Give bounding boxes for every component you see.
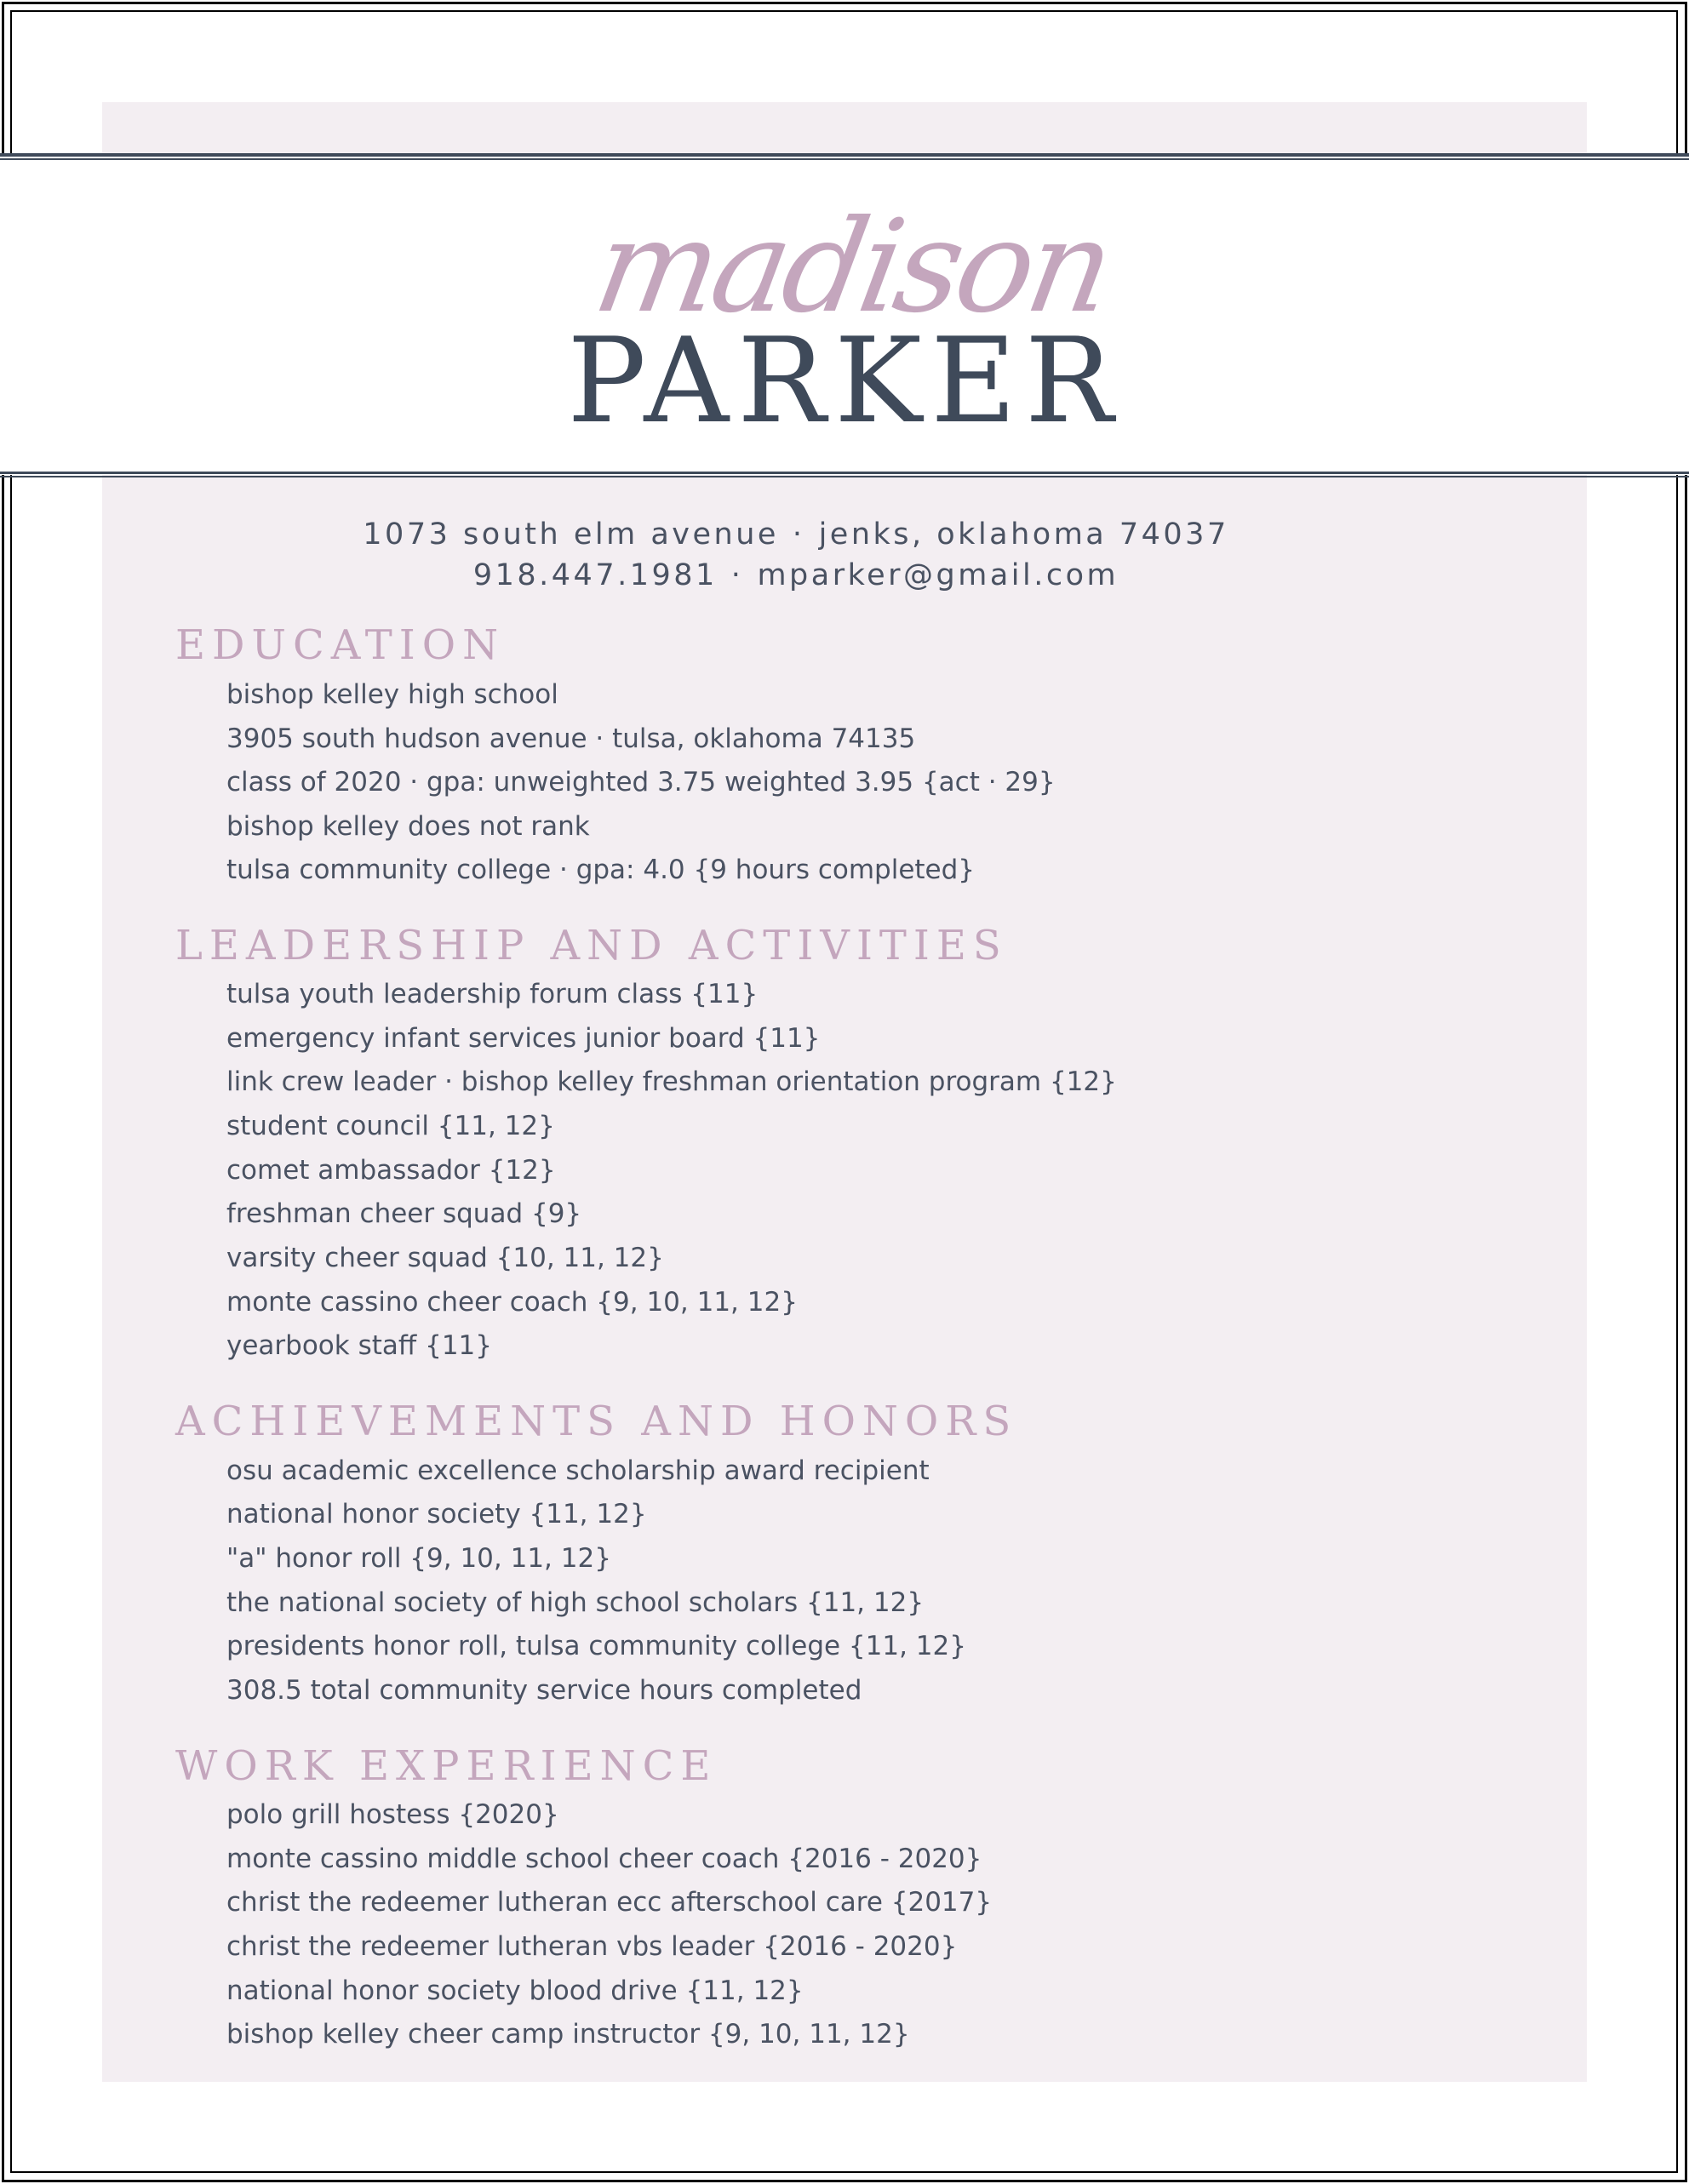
last-name: PARKER: [567, 312, 1122, 449]
section-title-achievements: ACHIEVEMENTS AND HONORS: [175, 1398, 1018, 1445]
contact-line-address: [0, 517, 1592, 552]
section-title-leadership: LEADERSHIP AND ACTIVITIES: [175, 922, 1008, 969]
list-item: varsity cheer squad {10, 11, 12}: [226, 1243, 664, 1273]
list-item: presidents honor roll, tulsa community college {11, 12}: [226, 1631, 966, 1661]
city: jenks, oklahoma 74037: [818, 517, 1229, 552]
band-rule-top: [0, 153, 1689, 157]
band-rule-bottom-thin: [0, 476, 1689, 477]
list-item: christ the redeemer lutheran vbs leader {2016 - 2020}: [226, 1931, 958, 1962]
list-item: comet ambassador {12}: [226, 1155, 556, 1186]
list-item: bishop kelley high school: [226, 679, 558, 710]
phone: 918.447.1981: [472, 558, 718, 592]
address: 1073 south elm avenue: [363, 517, 779, 552]
list-item: osu academic excellence scholarship award recipient: [226, 1455, 930, 1486]
list-item: christ the redeemer lutheran ecc afterschool care {2017}: [226, 1887, 993, 1918]
list-item: national honor society {11, 12}: [226, 1499, 647, 1529]
section-title-education: EDUCATION: [175, 621, 506, 669]
list-item: freshman cheer squad {9}: [226, 1198, 582, 1229]
list-item: polo grill hostess {2020}: [226, 1799, 559, 1830]
contact-line-phone-email: [0, 558, 1592, 592]
email: mparker@gmail.com: [757, 558, 1119, 592]
list-item: 308.5 total community service hours completed: [226, 1675, 862, 1706]
list-item: class of 2020 · gpa: unweighted 3.75 weighted 3.95 {act · 29}: [226, 767, 1056, 798]
list-item: monte cassino cheer coach {9, 10, 11, 12}: [226, 1287, 798, 1318]
list-item: 3905 south hudson avenue · tulsa, oklahoma 74135: [226, 723, 916, 754]
list-item: tulsa community college · gpa: 4.0 {9 hours completed}: [226, 855, 976, 885]
list-item: emergency infant services junior board {11}: [226, 1023, 821, 1054]
band-rule-bottom: [0, 472, 1689, 474]
separator-dot: ·: [730, 558, 744, 592]
list-item: link crew leader · bishop kelley freshman orientation program {12}: [226, 1066, 1117, 1097]
list-item: student council {11, 12}: [226, 1111, 555, 1141]
band-rule-top-thin: [0, 158, 1689, 160]
list-item: tulsa youth leadership forum class {11}: [226, 979, 759, 1009]
section-title-work: WORK EXPERIENCE: [175, 1742, 718, 1790]
list-item: national honor society blood drive {11, 12}: [226, 1975, 804, 2006]
list-item: monte cassino middle school cheer coach {2016 - 2020}: [226, 1844, 982, 1874]
list-item: bishop kelley does not rank: [226, 811, 590, 842]
separator-dot: ·: [792, 517, 805, 552]
list-item: yearbook staff {11}: [226, 1330, 492, 1361]
list-item: bishop kelley cheer camp instructor {9, 10, 11, 12}: [226, 2019, 910, 2050]
list-item: the national society of high school scholars {11, 12}: [226, 1587, 925, 1618]
list-item: "a" honor roll {9, 10, 11, 12}: [226, 1543, 611, 1574]
first-name-text: madison: [584, 192, 1120, 341]
